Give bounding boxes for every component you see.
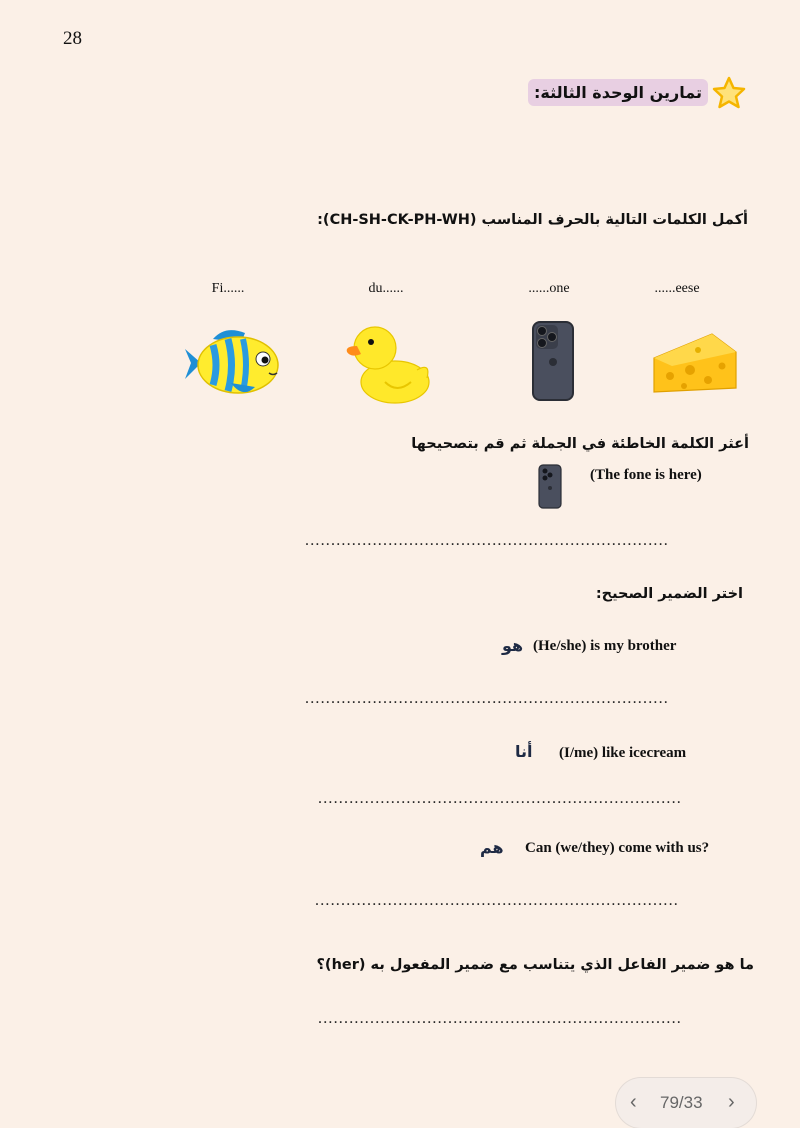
word-phone: ......one bbox=[528, 281, 570, 296]
answer-line-5[interactable]: ...................................................................... bbox=[318, 1010, 682, 1027]
pronoun-sentence-2: (I/me) like icecream bbox=[559, 745, 687, 761]
pronoun-sentence-1: (He/she) is my brother bbox=[533, 638, 677, 654]
page-navigator bbox=[616, 1078, 756, 1128]
duck-image bbox=[345, 320, 433, 406]
word-duck: du...... bbox=[368, 281, 404, 296]
wrong-word-sentence: (The fone is here) bbox=[590, 467, 702, 483]
word-cheese: ......eese bbox=[654, 281, 700, 296]
instruction-find-wrong-word: أعثر الكلمة الخاطئة في الجملة ثم قم بتصحيحها bbox=[411, 436, 749, 452]
pronoun-answer-3: هم bbox=[480, 838, 504, 857]
answer-line-4[interactable]: ...................................................................... bbox=[315, 892, 679, 909]
page-number: 28 bbox=[63, 28, 82, 49]
chevron-left-icon[interactable]: ‹ bbox=[630, 1091, 637, 1113]
star-icon bbox=[711, 75, 747, 111]
pronoun-sentence-3: Can (we/they) come with us? bbox=[525, 840, 710, 856]
answer-line-3[interactable]: ...................................................................... bbox=[318, 790, 682, 807]
answer-line-2[interactable]: ...................................................................... bbox=[305, 690, 669, 707]
instruction-choose-pronoun: اختر الضمير الصحيح: bbox=[595, 586, 743, 602]
word-fish: Fi...... bbox=[211, 281, 245, 296]
pronoun-answer-1: هو bbox=[502, 636, 524, 655]
page-count: 79/33 bbox=[660, 1093, 703, 1112]
instruction-subject-pronoun: ما هو ضمير الفاعل الذي يتناسب مع ضمير المفعول به (her)؟ bbox=[316, 957, 754, 973]
cheese-image bbox=[650, 330, 738, 394]
chevron-right-icon[interactable]: › bbox=[728, 1091, 735, 1113]
answer-line-1[interactable]: ...................................................................... bbox=[305, 532, 669, 549]
unit-title: تمارين الوحدة الثالثة: bbox=[528, 79, 708, 106]
fish-image bbox=[183, 323, 283, 401]
instruction-complete-words: أكمل الكلمات التالية بالحرف المناسب (CH-SH-CK-PH-WH): bbox=[317, 212, 748, 228]
phone-image bbox=[531, 320, 577, 402]
pronoun-answer-2: أنا bbox=[515, 742, 533, 761]
phone-small-image bbox=[538, 464, 562, 509]
